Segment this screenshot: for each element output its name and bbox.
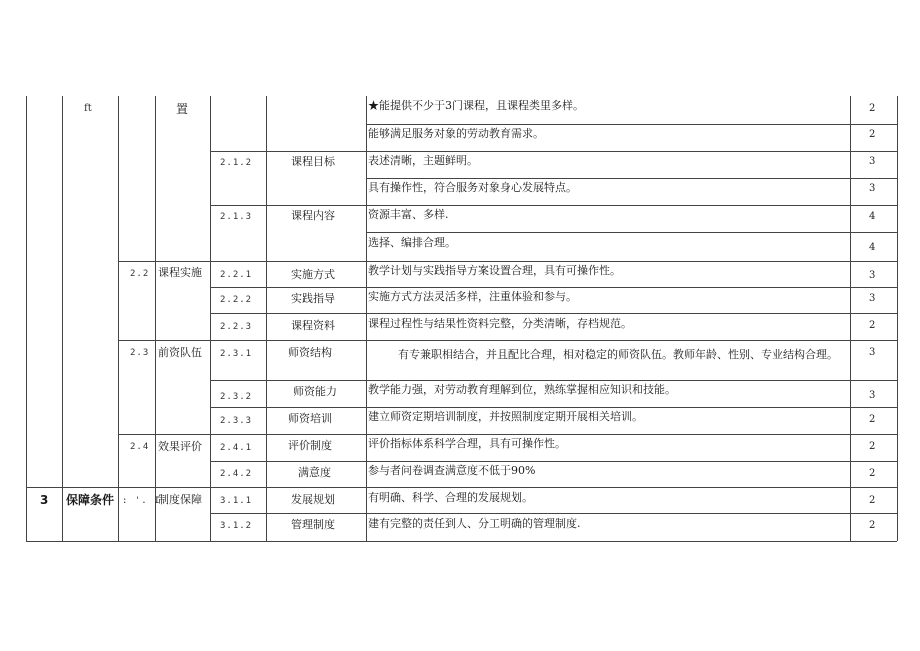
criterion-score: 3 bbox=[869, 270, 876, 281]
level3-name: 师资能力 bbox=[293, 385, 337, 398]
col-line-2 bbox=[62, 96, 63, 541]
level3-code: 2.4.1 bbox=[220, 443, 253, 453]
criterion-score: 3 bbox=[869, 347, 876, 358]
criterion-text: 具有操作性，符合服务对象身心发展特点。 bbox=[368, 181, 577, 194]
criterion-score: 2 bbox=[869, 414, 876, 425]
col-line-8 bbox=[850, 96, 851, 541]
col-line-4 bbox=[155, 96, 156, 541]
row-line bbox=[366, 124, 897, 125]
level3-code: 2.3.3 bbox=[220, 416, 253, 426]
criterion-score: 2 bbox=[869, 103, 876, 114]
criterion-text: 有专兼职相结合，并且配比合理，相对稳定的师资队伍。教师年龄、性别、专业结构合理。 bbox=[398, 348, 838, 361]
level3-code: 2.2.3 bbox=[220, 322, 253, 332]
col1-top-fragment: ft bbox=[84, 103, 92, 114]
criterion-score: 3 bbox=[869, 183, 876, 194]
level3-code: 2.3.1 bbox=[220, 349, 253, 359]
level3-name: 发展规划 bbox=[291, 493, 335, 506]
level3-name: 课程内容 bbox=[291, 209, 335, 222]
section-number: 3 bbox=[40, 493, 49, 507]
row-line bbox=[26, 487, 897, 488]
criterion-text: 实施方式方法灵活多样，注重体验和参与。 bbox=[368, 290, 577, 303]
criterion-text: 选择、编排合理。 bbox=[368, 236, 456, 249]
level3-code: 2.2.2 bbox=[220, 295, 253, 305]
level2-name: 前资队伍 bbox=[158, 346, 202, 359]
level3-name: 实践指导 bbox=[291, 292, 335, 305]
criterion-text: 参与者问卷调查满意度不低于90% bbox=[368, 464, 536, 477]
level3-name: 实施方式 bbox=[291, 268, 335, 281]
row-line bbox=[210, 205, 897, 206]
col-line-9 bbox=[897, 96, 898, 541]
criterion-score: 3 bbox=[869, 390, 876, 401]
level3-name: 评价制度 bbox=[288, 439, 332, 452]
row-line bbox=[366, 232, 897, 233]
level3-code: 3.1.1 bbox=[220, 496, 253, 506]
level3-name: 满意度 bbox=[298, 466, 331, 479]
section-label: 保障条件 bbox=[66, 493, 115, 507]
section-marker: : '. I bbox=[122, 496, 161, 506]
criterion-score: 2 bbox=[869, 441, 876, 452]
level2-code: 2.3 bbox=[130, 348, 150, 358]
criterion-text: 教学能力强，对劳动教育理解到位，熟练掌握相应知识和技能。 bbox=[368, 383, 676, 396]
criterion-text: 表述清晰，主题鲜明。 bbox=[368, 154, 478, 167]
level3-code: 3.1.2 bbox=[220, 521, 253, 531]
level3-name: 课程资料 bbox=[291, 319, 335, 332]
col-line-6 bbox=[266, 96, 267, 541]
row-line bbox=[210, 407, 897, 408]
row-line bbox=[210, 151, 897, 152]
row-line bbox=[210, 313, 897, 314]
criterion-text: 课程过程性与结果性资料完整，分类清晰，存档规范。 bbox=[368, 317, 632, 330]
criterion-score: 4 bbox=[869, 211, 876, 222]
level3-name: 管理制度 bbox=[291, 518, 335, 531]
row-line bbox=[366, 178, 897, 179]
criterion-score: 2 bbox=[869, 129, 876, 140]
criterion-score: 2 bbox=[869, 468, 876, 479]
level3-code: 2.2.1 bbox=[220, 270, 253, 280]
row-line bbox=[118, 340, 897, 341]
level2-code: 2.4 bbox=[130, 442, 150, 452]
criterion-text: 有明确、科学、合理的发展规划。 bbox=[368, 491, 533, 504]
row-line bbox=[26, 541, 897, 542]
level2-code: 2.2 bbox=[130, 269, 150, 279]
criterion-text: 教学计划与实践指导方案设置合理，具有可操作性。 bbox=[368, 264, 621, 277]
criterion-score: 4 bbox=[869, 242, 876, 253]
col-line-5 bbox=[210, 96, 211, 541]
criterion-text: ★能提供不少于3门课程，且课程类里多样。 bbox=[368, 99, 584, 112]
criterion-score: 2 bbox=[869, 495, 876, 506]
criterion-score: 3 bbox=[869, 156, 876, 167]
criterion-score: 2 bbox=[869, 520, 876, 531]
level3-code: 2.1.3 bbox=[220, 212, 253, 222]
criterion-score: 3 bbox=[869, 293, 876, 304]
criterion-text: 资源丰富、多样. bbox=[368, 208, 449, 221]
col-line-3 bbox=[118, 96, 119, 541]
row-line bbox=[118, 434, 897, 435]
criterion-text: 建立师资定期培训制度，并按照制度定期开展相关培训。 bbox=[368, 410, 643, 423]
row-line bbox=[118, 261, 897, 262]
level3-code: 2.3.2 bbox=[220, 392, 253, 402]
criterion-text: 评价指标体系科学合理，具有可操作性。 bbox=[368, 437, 566, 450]
level2-name: 效果评价 bbox=[158, 440, 202, 453]
row-line bbox=[210, 513, 897, 514]
row-line bbox=[210, 380, 897, 381]
level3-name: 课程目标 bbox=[291, 155, 335, 168]
level3-name: 师资结构 bbox=[288, 346, 332, 359]
criterion-score: 2 bbox=[869, 320, 876, 331]
row-line bbox=[210, 461, 897, 462]
col2-top-fragment: 置 bbox=[176, 102, 189, 116]
level2-name: 课程实施 bbox=[158, 266, 202, 279]
level2-name: 制度保障 bbox=[158, 493, 202, 506]
col-line-7 bbox=[366, 96, 367, 541]
level3-code: 2.1.2 bbox=[220, 158, 253, 168]
criterion-text: 建有完整的责任到人、分工明确的管理制度. bbox=[368, 517, 581, 530]
criterion-text: 能够满足服务对象的劳动教育需求。 bbox=[368, 127, 544, 140]
row-line bbox=[210, 287, 897, 288]
level3-code: 2.4.2 bbox=[220, 469, 253, 479]
col-line-1 bbox=[26, 96, 27, 541]
level3-name: 师资培训 bbox=[288, 412, 332, 425]
